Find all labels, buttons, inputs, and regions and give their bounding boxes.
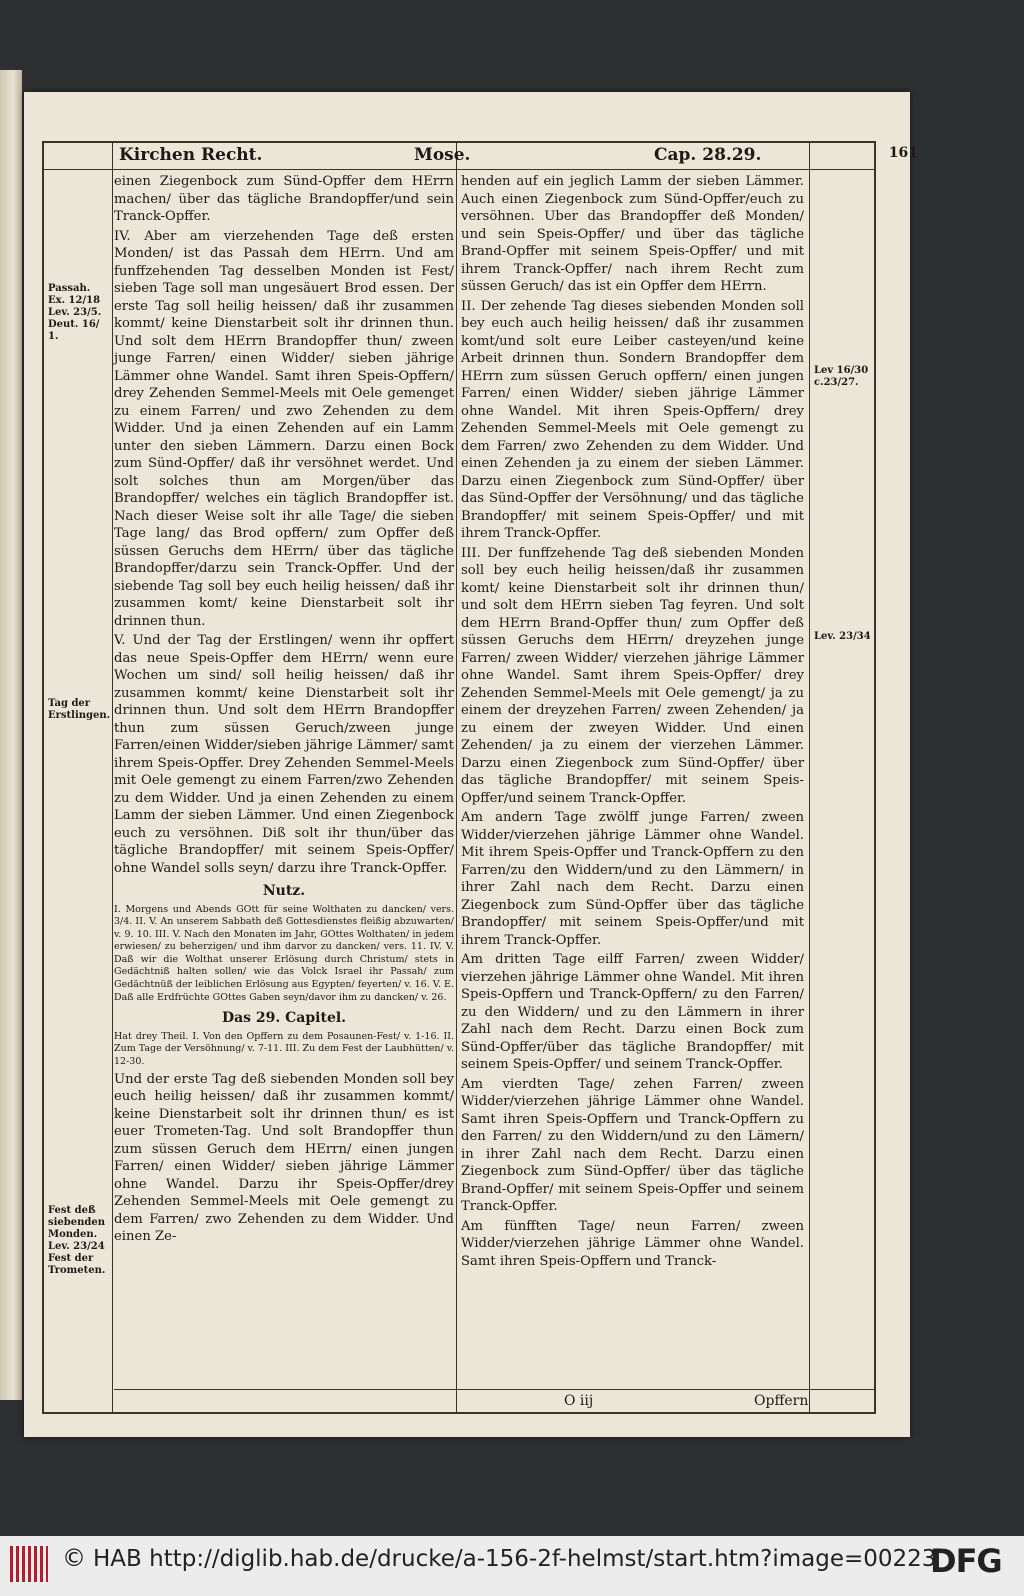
margin-note-erstlingen: Tag der Erstlingen. <box>48 698 111 721</box>
right-column <box>461 173 804 1413</box>
margin-note-lev23: Lev. 23/34 <box>814 631 871 642</box>
nutz-text: I. Morgens und Abends GOtt für seine Wolthaten zu dancken/ vers. 3/4. II. V. An unserem Sabbath deß Gottesdienstes fleißig abzuwarten/ v. 9. 10. III. V. Nach den Monaten im Jahr, GOttes Wolthaten/ in jedem erwiesen/ zu beherzigen/ und ihm darvor zu dancken/ vers. 11. IV. V. Daß wir die Wolthat unserer Erlösung durch Christum/ stets in Gedächtniß halten sollen/ wie das Volck Israel ihr Passah/ zum Gedächtnüß der leiblichen Erlösung aus Egypten/ feyerten/ v. 16. V. E. Daß alle Erdfrüchte GOttes Gaben seyn/davor ihm zu dancken/ v. 26. <box>114 903 454 1003</box>
catchword: Opffern <box>754 1393 809 1409</box>
right-paragraph: Am dritten Tage eilff Farren/ zween Widder/ vierzehen jährige Lämmer ohne Wandel. Mit ihren Speis-Opffern und Tranck-Opffern/ zu den Farren/ zu den Widdern/ und zu den Lämmern in ihrer Zahl nach dem Recht. Darzu einen Bock zum Sünd-Opffer/über das tägliche Brandopffer/ mit seinem Speis-Opffer/ und seinem Tranck-Opffer. <box>461 952 804 1072</box>
left-paragraph: Und der erste Tag deß siebenden Monden soll bey euch heilig heissen/ daß ihr zusammen kommt/ keine Dienstarbeit solt ihr drinnen thun/ es ist euer Trometen-Tag. Und solt Brandopffer thun zum süssen Geruch dem HErrn/ einen jungen Farren/ einen Widder/ sieben jährige Lämmer ohne Wandel. Darzu ihr Speis-Opffer/drey Zehenden Semmel-Meels mit Oele gemengt zu dem Farren/ zwo Zehenden zu dem Widder. Und einen Ze- <box>114 1071 454 1245</box>
nutz-heading: Nutz. <box>262 883 306 899</box>
left-page-edge <box>0 70 22 1400</box>
right-paragraph: III. Der funffzehende Tag deß siebenden Monden soll bey euch heilig heissen/daß ihr zusammen komt/ keine Dienstarbeit solt ihr drinnen thun/ und solt dem HErrn sieben Tag feyren. Und solt dem HErrn Brand-Opffer thun/ zum Opffer deß süssen Geruchs dem HErrn/ dreyzehen junge Farren/ zween Widder/ vierzehen jährige Lämmer ohne Wandel. Samt ihrem Speis-Opffer/ drey Zehenden Semmel-Meels mit Oele gemengt/ ja zu einem der dreyzehen Farren/ zween Zehenden/ ja zu einem der zweyen Widder. Und einen Zehenden/ ja zu einem der vierzehen Lämmer. Darzu einen Ziegenbock zum Sünd-Opffer/ über das tägliche Brandopffer/ mit seinem Speis-Opffer/und seinem Tranck-Opffer. <box>461 545 804 806</box>
copyright-symbol: © <box>62 1544 86 1572</box>
right-paragraph: Am fünfften Tage/ neun Farren/ zween Widder/vierzehen jährige Lämmer ohne Wandel. Samt ihren Speis-Opffern und Tranck- <box>461 1218 804 1269</box>
header-left: Kirchen Recht. <box>119 145 263 165</box>
chapter-summary: Hat drey Theil. I. Von den Opffern zu dem Posaunen-Fest/ v. 1-16. II. Zum Tage der Versöhnung/ v. 7-11. III. Zu dem Fest der Laubhütten/ v. 12-30. <box>114 1030 454 1067</box>
left-paragraph: V. Und der Tag der Erstlingen/ wenn ihr opffert das neue Speis-Opffer dem HErrn/ wenn eure Wochen um sind/ soll heilig heissen/ daß ihr zusammen kommt/ keine Dienstarbeit solt ihr drinnen thun. Und solt dem HErrn Brandopffer thun zum süssen Geruch/zween junge Farren/einen Widder/sieben jährige Lämmer/ samt ihrem Speis-Opffer. Drey Zehenden Semmel-Meels mit Oele gemengt zu einem Farren/zwo Zehenden zu dem Widder. Und ja einen Zehenden zu einem Lamm der sieben Lämmer. Und einen Ziegenbock euch zu versöhnen. Diß solt ihr thun/über das tägliche Brandopffer/ mit seinem Speis-Opffer/ ohne Wandel solls seyn/ darzu ihre Tranck-Opffer. <box>114 633 454 876</box>
page-footer <box>114 1389 874 1412</box>
column-rule <box>456 143 457 1412</box>
viewer-footer-bar <box>0 1536 1024 1596</box>
right-paragraph: Am vierdten Tage/ zehen Farren/ zween Widder/vierzehen jährige Lämmer ohne Wandel. Samt ihren Speis-Opffern und Tranck-Opffern zu den Farren/ zu den Widdern/und zu den Lämern/ in ihrer Zahl nach dem Recht. Darzu einen Ziegenbock zum Sünd-Opffer/ über das tägliche Brand-Opffer/ mit seinem Speis-Opffer und seinem Tranck-Opffer. <box>461 1076 804 1214</box>
hab-logo-icon <box>10 1546 48 1582</box>
source-url-link[interactable]: HAB http://diglib.hab.de/drucke/a-156-2f-helmst/start.htm?image=00223 <box>93 1546 937 1572</box>
margin-note-passah: Passah. Ex. 12/18 Lev. 23/5. Deut. 16/ 1. <box>48 283 102 342</box>
page-number: 161 <box>888 145 918 161</box>
right-paragraph: II. Der zehende Tag dieses siebenden Monden soll bey euch auch heilig heissen/ daß ihr zusammen komt/und solt eure Leiber casteyen/und keine Arbeit drinnen thun. Sondern Brandopffer dem HErrn zum süssen Geruch opffern/ einen jungen Farren/ einen Widder/ sieben jährige Lämmer ohne Wandel. Mit ihren Speis-Opffern/ drey Zehenden Semmel-Meels mit Oele gemengt zu dem Farren/ zwo Zehenden zu dem Widder. Und einen Zehenden ja zu einem der sieben Lämmer. Darzu einen Ziegenbock zum Sünd-Opffer/ über das Sünd-Opffer der Versöhnung/ und das tägliche Brandopffer/ mit seinem Speis-Opffer/ und mit ihrem Tranck-Opffer. <box>461 298 804 541</box>
right-paragraph: henden auf ein jeglich Lamm der sieben Lämmer. Auch einen Ziegenbock zum Sünd-Opffer/euch zu versöhnen. Uber das Brandopffer deß Monden/ und sein Speis-Opffer/ und über das tägliche Brand-Opffer mit seinem Speis-Opffer/ und mit ihrem Tranck-Opffer/ nach ihrem Recht zum süssen Geruch/ das ist ein Opffer dem HErrn. <box>461 174 804 294</box>
header-center: Mose. <box>414 145 471 165</box>
signature-mark: O iij <box>564 1393 594 1409</box>
margin-rule-left <box>112 143 113 1412</box>
header-right: Cap. 28.29. <box>654 145 762 165</box>
text-frame <box>42 141 918 1414</box>
dfg-logo: DFG <box>930 1542 1002 1580</box>
margin-note-posaunen: Fest deß siebenden Monden. Lev. 23/24 Fest der Trometen. <box>48 1205 106 1276</box>
margin-note-lev16: Lev 16/30 c.23/27. <box>814 365 869 388</box>
margin-rule-right <box>809 143 810 1412</box>
book-page <box>24 92 918 1437</box>
left-paragraph: einen Ziegenbock zum Sünd-Opffer dem HErrn machen/ über das tägliche Brandopffer/und sein Tranck-Opffer. <box>114 174 454 224</box>
right-paragraph: Am andern Tage zwölff junge Farren/ zween Widder/vierzehen jährige Lämmer ohne Wandel. Mit ihrem Speis-Opffer und Tranck-Opffern zu den Farren/zu den Widdern/und zu den Lämmern/ in ihrer Zahl nach dem Recht. Darzu einen Ziegenbock zum Sünd-Opffer über das tägliche Brandopffer/ mit seinem Speis-Opffer/und mit ihrem Tranck-Opffer. <box>461 810 804 948</box>
left-column <box>114 173 454 1413</box>
running-header <box>44 143 918 170</box>
chapter-heading: Das 29. Capitel. <box>221 1010 347 1027</box>
left-paragraph: IV. Aber am vierzehenden Tage deß ersten Monden/ ist das Passah dem HErrn. Und am funffzehenden Tag desselben Monden ist Fest/ sieben Tage soll man ungesäuert Brod essen. Der erste Tag soll heilig heissen/ daß ihr zusammen kommt/ keine Dienstarbeit solt ihr drinnen thun. Und solt dem HErrn Brandopffer thun/ zween junge Farren/ einen Widder/ sieben jährige Lämmer ohne Wandel. Samt ihren Speis-Opffern/ drey Zehenden Semmel-Meels mit Oele gemenget zu einem Farren/ und zwo Zehenden zu dem Widder. Und ja einen Zehenden auf ein Lamm unter den sieben Lämmern. Darzu einen Bock zum Sünd-Opffer/ daß ihr versöhnet werdet. Und solt solches thun am Morgen/über das Brandopffer/ welches ein täglich Brandopffer ist. Nach dieser Weise solt ihr alle Tage/ die sieben Tage lang/ das Brod opffern/ zum Opffer deß süssen Geruchs dem HErrn/ über das tägliche Brandopffer/darzu sein Tranck-Opffer. Und der siebende Tag soll bey euch heilig heissen/ daß ihr zusammen komt/ keine Dienstarbeit solt ihr drinnen thun. <box>114 228 454 629</box>
